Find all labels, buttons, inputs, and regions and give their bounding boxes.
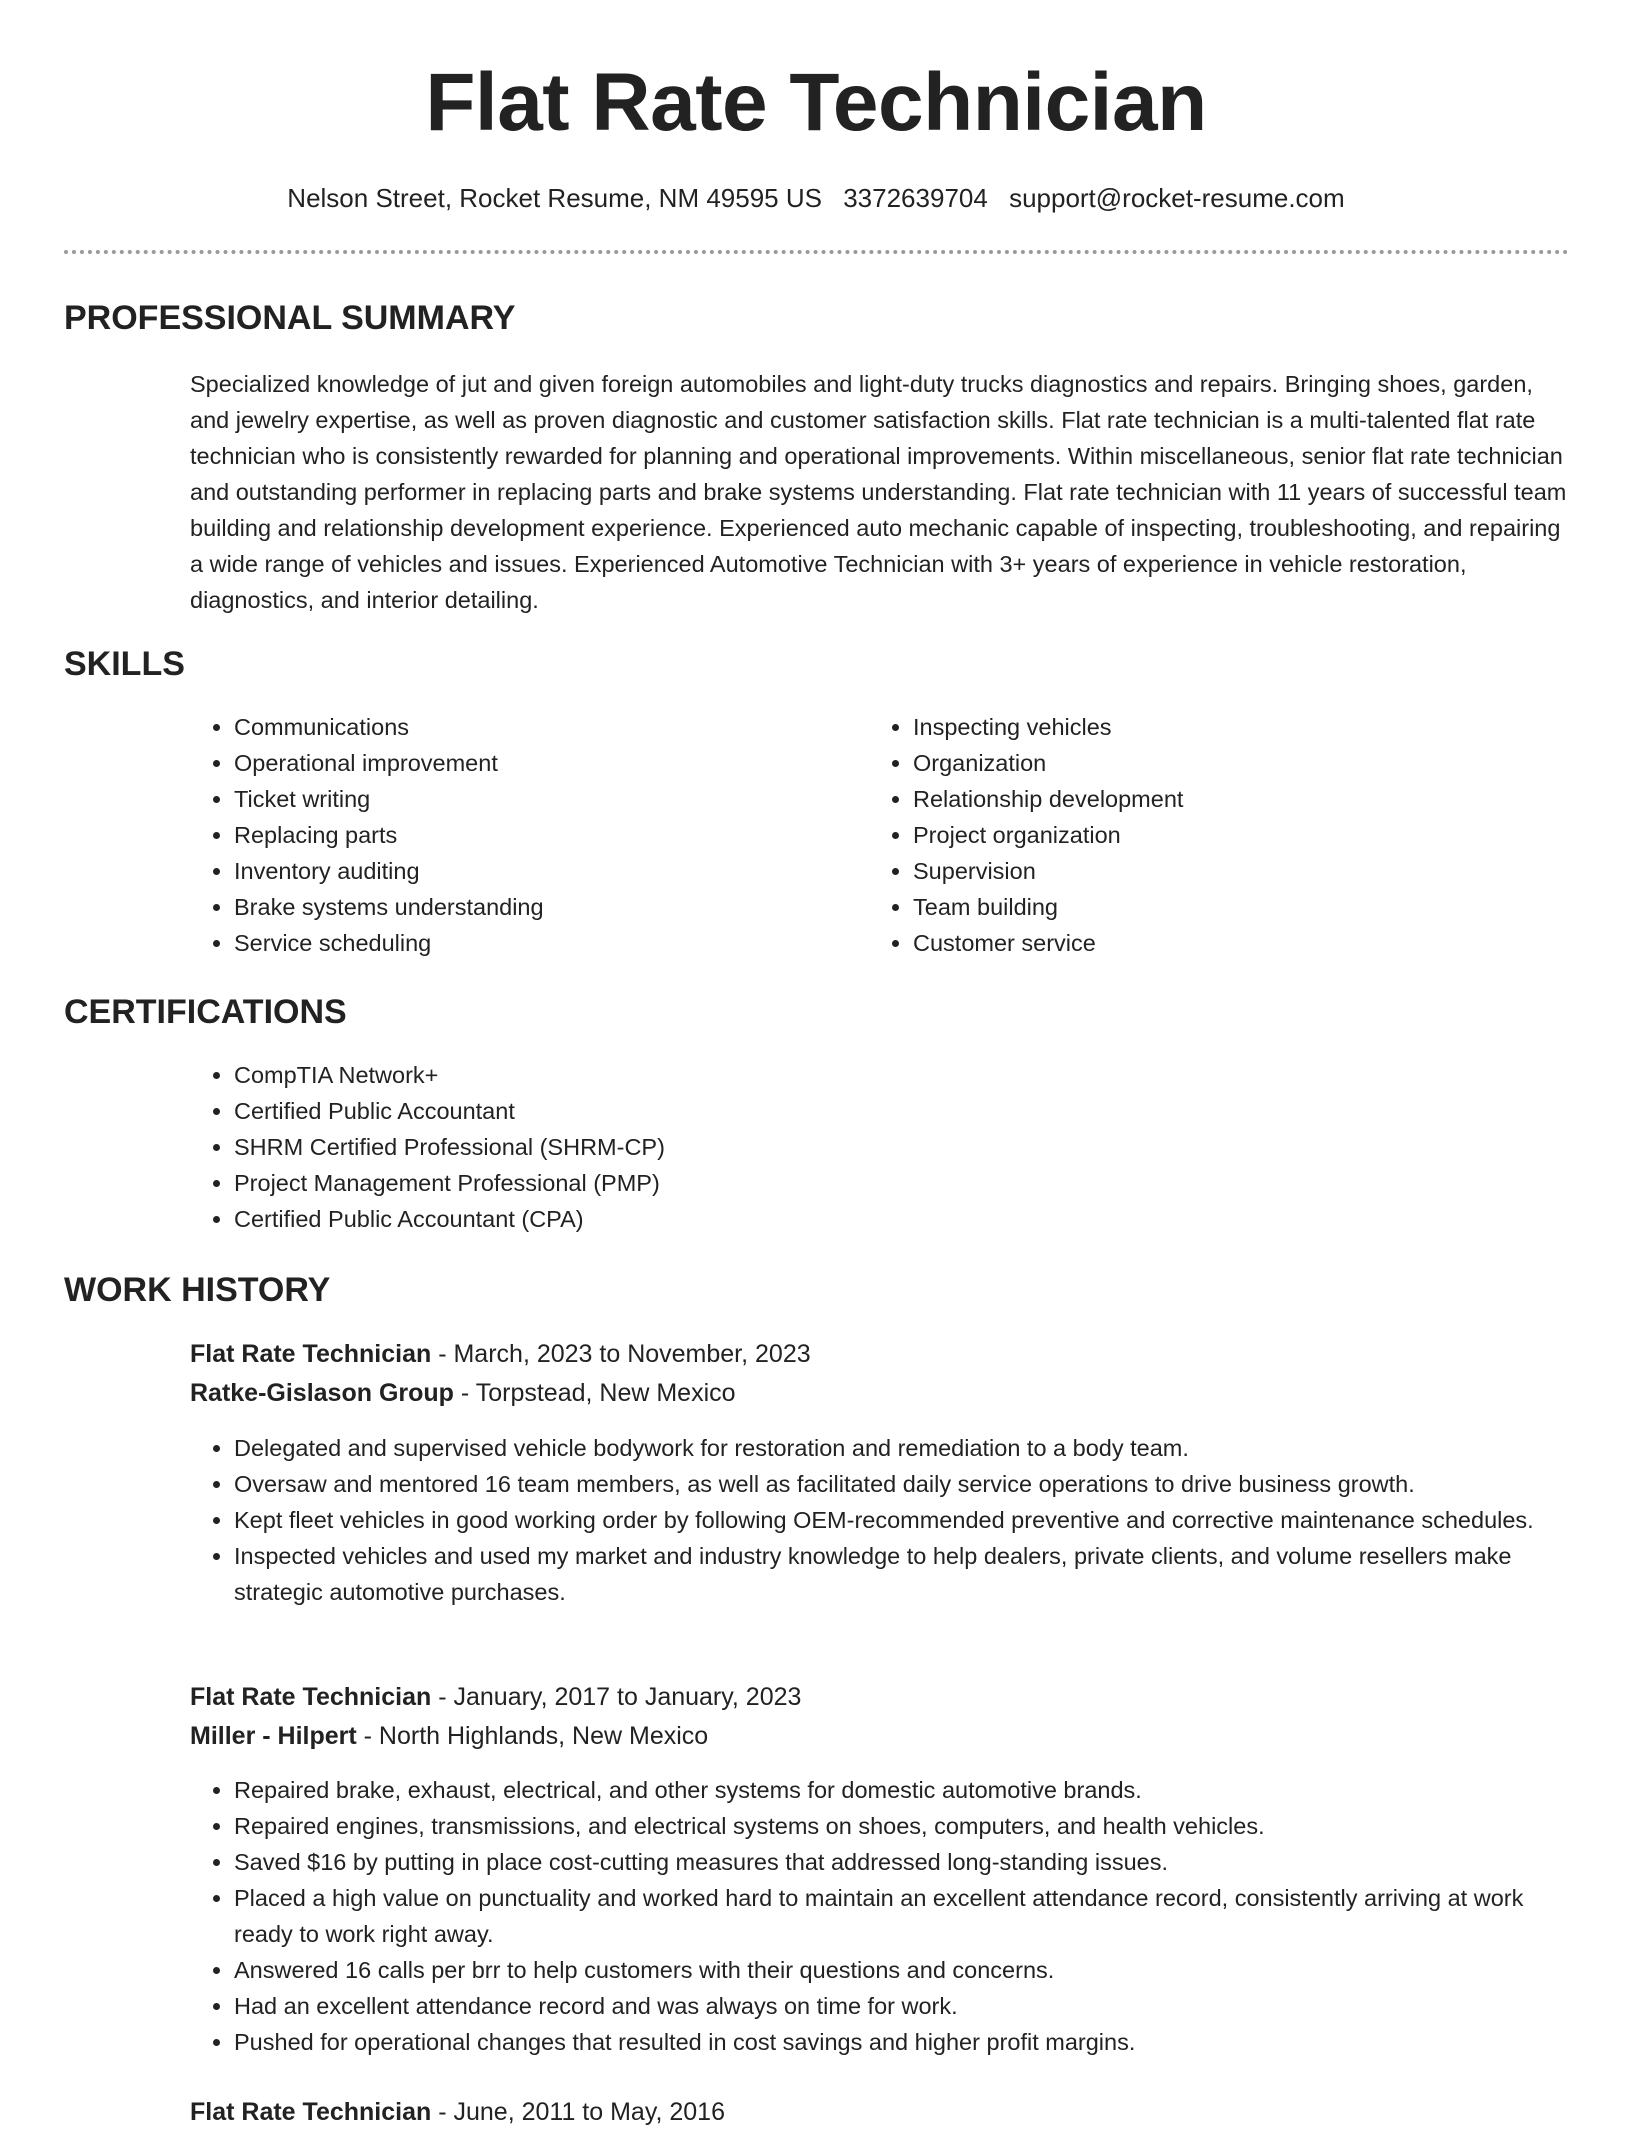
contact-email: support@rocket-resume.com <box>1009 183 1345 213</box>
skill-item: • Inventory auditing <box>234 853 834 889</box>
job-location: - Torpstead, New Mexico <box>453 1379 736 1407</box>
skill-item: • Team building <box>913 889 1553 925</box>
job-dates: - June, 2011 to May, 2016 <box>431 2098 725 2126</box>
summary-text: Specialized knowledge of jut and given foreign automobiles and light-duty trucks diagnostics and repairs. Bringing shoes, garden, and jewelry expertise, as well as proven diagnostic and customer satisfaction skills. Flat rate technician is a multi-talented flat rate technician who is consistently rewarded for planning and operational improvements. Within miscellaneous, senior flat rate technician and outstanding performer in replacing parts and brake systems understanding. Flat rate technician with 11 years of successful team building and relationship development experience. Experienced auto mechanic capable of inspecting, troubleshooting, and repairing a wide range of vehicles and issues. Experienced Automotive Technician with 3+ years of experience in vehicle restoration, diagnostics, and interior detailing. <box>190 371 1567 613</box>
skill-item: • Brake systems understanding <box>234 889 834 925</box>
job-bullet: • Answered 16 calls per brr to help customers with their questions and concerns. <box>234 1952 1574 1988</box>
job-bullet: • Kept fleet vehicles in good working order by following OEM-recommended preventive and corrective maintenance schedules. <box>234 1502 1574 1538</box>
skills-list-left <box>190 709 834 961</box>
certification-item: • Certified Public Accountant <box>234 1093 1534 1129</box>
job-bullet: • Oversaw and mentored 16 team members, as well as facilitated daily service operations to drive business growth. <box>234 1466 1574 1502</box>
section-title-work-history: WORK HISTORY <box>64 1271 331 1309</box>
skill-item: • Project organization <box>913 817 1553 853</box>
skills-list-right <box>869 709 1553 961</box>
job-role: Flat Rate Technician <box>190 1340 432 1368</box>
job-bullets <box>190 1772 1574 2060</box>
skill-item: • Relationship development <box>913 781 1553 817</box>
skill-item: • Service scheduling <box>234 925 834 961</box>
certification-item: • Project Management Professional (PMP) <box>234 1165 1534 1201</box>
job-title-line <box>190 1334 811 1374</box>
contact-address: Nelson Street, Rocket Resume, NM 49595 US <box>287 183 822 213</box>
job-role: Flat Rate Technician <box>190 1683 432 1711</box>
section-title-summary: PROFESSIONAL SUMMARY <box>64 299 516 337</box>
skill-item: • Inspecting vehicles <box>913 709 1553 745</box>
header-divider <box>64 250 1569 254</box>
job-company: Ratke-Gislason Group <box>190 1379 454 1407</box>
job-bullets <box>190 1430 1574 1610</box>
skill-item: • Ticket writing <box>234 781 834 817</box>
section-title-certifications: CERTIFICATIONS <box>64 993 347 1031</box>
skill-item: • Replacing parts <box>234 817 834 853</box>
job-company: Miller - Hilpert <box>190 1722 357 1750</box>
job-bullet: • Inspected vehicles and used my market and industry knowledge to help dealers, private clients, and volume resellers make strategic automotive purchases. <box>234 1538 1574 1610</box>
skill-item: • Organization <box>913 745 1553 781</box>
job-bullet: • Repaired engines, transmissions, and electrical systems on shoes, computers, and health vehicles. <box>234 1808 1574 1844</box>
job-bullet: • Saved $16 by putting in place cost-cutting measures that addressed long-standing issues. <box>234 1844 1574 1880</box>
job-role: Flat Rate Technician <box>190 2098 432 2126</box>
job-dates: - March, 2023 to November, 2023 <box>431 1340 811 1368</box>
contact-line <box>0 178 1632 218</box>
job-location: - North Highlands, New Mexico <box>356 1722 709 1750</box>
job-title-line <box>190 1677 801 1717</box>
job-company-line <box>190 1716 708 1756</box>
certification-item: • SHRM Certified Professional (SHRM-CP) <box>234 1129 1534 1165</box>
job-bullet: • Pushed for operational changes that resulted in cost savings and higher profit margins. <box>234 2024 1574 2060</box>
skill-item: • Communications <box>234 709 834 745</box>
skill-item: • Operational improvement <box>234 745 834 781</box>
skill-item: • Customer service <box>913 925 1553 961</box>
certification-item: • Certified Public Accountant (CPA) <box>234 1201 1534 1237</box>
job-company-line <box>190 1373 736 1413</box>
job-dates: - January, 2017 to January, 2023 <box>431 1683 802 1711</box>
contact-phone: 3372639704 <box>843 183 988 213</box>
job-bullet: • Repaired brake, exhaust, electrical, and other systems for domestic automotive brands. <box>234 1772 1574 1808</box>
job-title-line <box>190 2092 725 2132</box>
job-bullet: • Delegated and supervised vehicle bodywork for restoration and remediation to a body team. <box>234 1430 1574 1466</box>
resume-name: Flat Rate Technician <box>425 57 1207 148</box>
job-bullet: • Had an excellent attendance record and was always on time for work. <box>234 1988 1574 2024</box>
skill-item: • Supervision <box>913 853 1553 889</box>
job-bullet: • Placed a high value on punctuality and worked hard to maintain an excellent attendance record, consistently arriving at work ready to work right away. <box>234 1880 1574 1952</box>
certifications-list <box>190 1057 1534 1237</box>
section-title-skills: SKILLS <box>64 645 185 683</box>
certification-item: • CompTIA Network+ <box>234 1057 1534 1093</box>
